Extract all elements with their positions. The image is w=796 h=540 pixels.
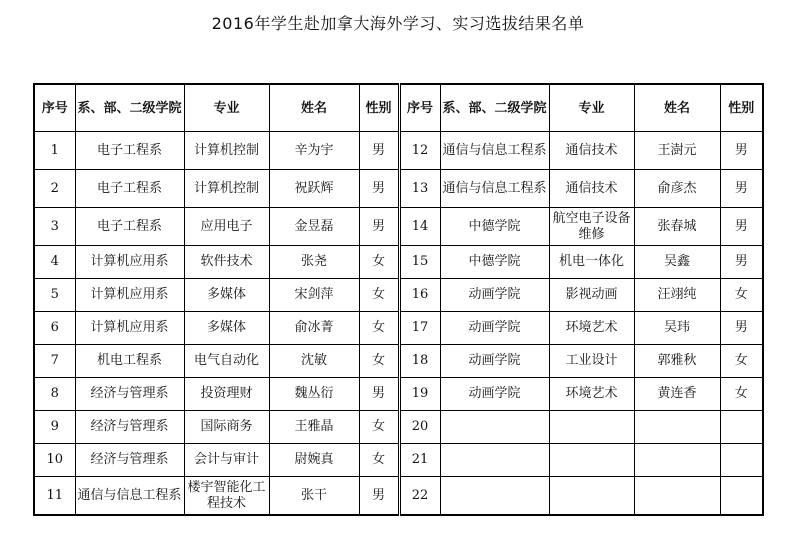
- cell-name: 张尧: [269, 246, 359, 279]
- cell-index: 18: [399, 345, 440, 378]
- cell-department: 动画学院: [440, 378, 549, 411]
- cell-gender: 女: [359, 411, 399, 444]
- table-body: [34, 132, 763, 516]
- cell-gender: 男: [720, 312, 763, 345]
- cell-name: 俞彦杰: [634, 170, 720, 208]
- cell-major: 软件技术: [184, 246, 269, 279]
- cell-major: [549, 444, 634, 477]
- cell-major: 投资理财: [184, 378, 269, 411]
- cell-gender: 男: [720, 170, 763, 208]
- table-row: [34, 411, 763, 444]
- cell-index: 2: [34, 170, 75, 208]
- cell-gender: 女: [359, 312, 399, 345]
- cell-index: 22: [399, 477, 440, 516]
- header-department: 系、部、二级学院: [75, 84, 184, 132]
- cell-name: 尉婉真: [269, 444, 359, 477]
- header-major: 专业: [549, 84, 634, 132]
- cell-department: 通信与信息工程系: [440, 170, 549, 208]
- cell-gender: 女: [359, 444, 399, 477]
- cell-name: 宋剑萍: [269, 279, 359, 312]
- cell-department: 电子工程系: [75, 170, 184, 208]
- cell-gender: 男: [359, 132, 399, 170]
- cell-department: 动画学院: [440, 345, 549, 378]
- cell-name: 吴玮: [634, 312, 720, 345]
- header-gender: 性别: [359, 84, 399, 132]
- header-major: 专业: [184, 84, 269, 132]
- cell-gender: 女: [359, 246, 399, 279]
- cell-index: 19: [399, 378, 440, 411]
- cell-name: 金昱磊: [269, 208, 359, 246]
- cell-major: 国际商务: [184, 411, 269, 444]
- cell-index: 3: [34, 208, 75, 246]
- cell-index: 11: [34, 477, 75, 516]
- cell-gender: 男: [359, 170, 399, 208]
- cell-department: 通信与信息工程系: [440, 132, 549, 170]
- cell-index: 1: [34, 132, 75, 170]
- cell-gender: 女: [359, 345, 399, 378]
- cell-name: [634, 444, 720, 477]
- cell-department: 中德学院: [440, 246, 549, 279]
- cell-index: 4: [34, 246, 75, 279]
- cell-name: 郭雅秋: [634, 345, 720, 378]
- cell-department: [440, 477, 549, 516]
- header-gender: 性别: [720, 84, 763, 132]
- cell-major: 计算机控制: [184, 170, 269, 208]
- cell-department: 机电工程系: [75, 345, 184, 378]
- cell-index: 10: [34, 444, 75, 477]
- table-row: [34, 208, 763, 246]
- table-row: [34, 246, 763, 279]
- cell-name: [634, 477, 720, 516]
- table-header-row: [34, 84, 763, 132]
- cell-gender: 男: [359, 477, 399, 516]
- cell-name: 沈敏: [269, 345, 359, 378]
- cell-name: 俞冰菁: [269, 312, 359, 345]
- cell-gender: 男: [359, 208, 399, 246]
- cell-gender: [720, 477, 763, 516]
- cell-major: 影视动画: [549, 279, 634, 312]
- header-index: 序号: [399, 84, 440, 132]
- cell-index: 16: [399, 279, 440, 312]
- cell-index: 12: [399, 132, 440, 170]
- cell-name: 王雅晶: [269, 411, 359, 444]
- cell-name: 吴鑫: [634, 246, 720, 279]
- cell-gender: 女: [720, 345, 763, 378]
- header-department: 系、部、二级学院: [440, 84, 549, 132]
- cell-index: 21: [399, 444, 440, 477]
- cell-name: [634, 411, 720, 444]
- cell-department: 计算机应用系: [75, 279, 184, 312]
- cell-name: 辛为宇: [269, 132, 359, 170]
- cell-index: 15: [399, 246, 440, 279]
- cell-gender: 男: [720, 208, 763, 246]
- table-row: [34, 345, 763, 378]
- cell-gender: 女: [720, 378, 763, 411]
- cell-name: 张干: [269, 477, 359, 516]
- cell-index: 8: [34, 378, 75, 411]
- cell-department: 电子工程系: [75, 208, 184, 246]
- cell-index: 9: [34, 411, 75, 444]
- header-index: 序号: [34, 84, 75, 132]
- cell-major: 楼宇智能化工程技术: [184, 477, 269, 516]
- table-row: [34, 170, 763, 208]
- cell-major: 通信技术: [549, 132, 634, 170]
- table-row: [34, 444, 763, 477]
- cell-gender: 男: [720, 246, 763, 279]
- cell-index: 7: [34, 345, 75, 378]
- header-name: 姓名: [634, 84, 720, 132]
- cell-department: 中德学院: [440, 208, 549, 246]
- cell-major: 应用电子: [184, 208, 269, 246]
- cell-gender: [720, 411, 763, 444]
- selection-results-table: [33, 83, 764, 516]
- cell-major: 会计与审计: [184, 444, 269, 477]
- cell-major: [549, 477, 634, 516]
- cell-department: 通信与信息工程系: [75, 477, 184, 516]
- cell-major: 机电一体化: [549, 246, 634, 279]
- cell-index: 17: [399, 312, 440, 345]
- cell-name: 祝跃辉: [269, 170, 359, 208]
- cell-major: 多媒体: [184, 279, 269, 312]
- cell-major: 通信技术: [549, 170, 634, 208]
- cell-department: 动画学院: [440, 279, 549, 312]
- cell-department: [440, 411, 549, 444]
- cell-major: 电气自动化: [184, 345, 269, 378]
- table-row: [34, 132, 763, 170]
- cell-gender: 男: [720, 132, 763, 170]
- cell-major: 环境艺术: [549, 312, 634, 345]
- table-row: [34, 477, 763, 516]
- cell-department: 计算机应用系: [75, 246, 184, 279]
- cell-department: 经济与管理系: [75, 378, 184, 411]
- cell-name: 王澍元: [634, 132, 720, 170]
- cell-department: [440, 444, 549, 477]
- cell-gender: [720, 444, 763, 477]
- cell-index: 20: [399, 411, 440, 444]
- cell-gender: 女: [359, 279, 399, 312]
- cell-department: 经济与管理系: [75, 444, 184, 477]
- cell-department: 电子工程系: [75, 132, 184, 170]
- cell-index: 5: [34, 279, 75, 312]
- cell-index: 6: [34, 312, 75, 345]
- header-name: 姓名: [269, 84, 359, 132]
- cell-major: 航空电子设备维修: [549, 208, 634, 246]
- page-title: 2016年学生赴加拿大海外学习、实习选拔结果名单: [211, 14, 585, 33]
- cell-name: 张春城: [634, 208, 720, 246]
- cell-gender: 女: [720, 279, 763, 312]
- cell-name: 魏丛衍: [269, 378, 359, 411]
- cell-major: 多媒体: [184, 312, 269, 345]
- table-row: [34, 279, 763, 312]
- cell-index: 13: [399, 170, 440, 208]
- cell-name: 汪翊纯: [634, 279, 720, 312]
- cell-gender: 男: [359, 378, 399, 411]
- cell-department: 经济与管理系: [75, 411, 184, 444]
- cell-department: 动画学院: [440, 312, 549, 345]
- table-row: [34, 378, 763, 411]
- cell-major: [549, 411, 634, 444]
- cell-department: 计算机应用系: [75, 312, 184, 345]
- cell-name: 黄连香: [634, 378, 720, 411]
- table-row: [34, 312, 763, 345]
- cell-major: 环境艺术: [549, 378, 634, 411]
- cell-major: 计算机控制: [184, 132, 269, 170]
- cell-major: 工业设计: [549, 345, 634, 378]
- cell-index: 14: [399, 208, 440, 246]
